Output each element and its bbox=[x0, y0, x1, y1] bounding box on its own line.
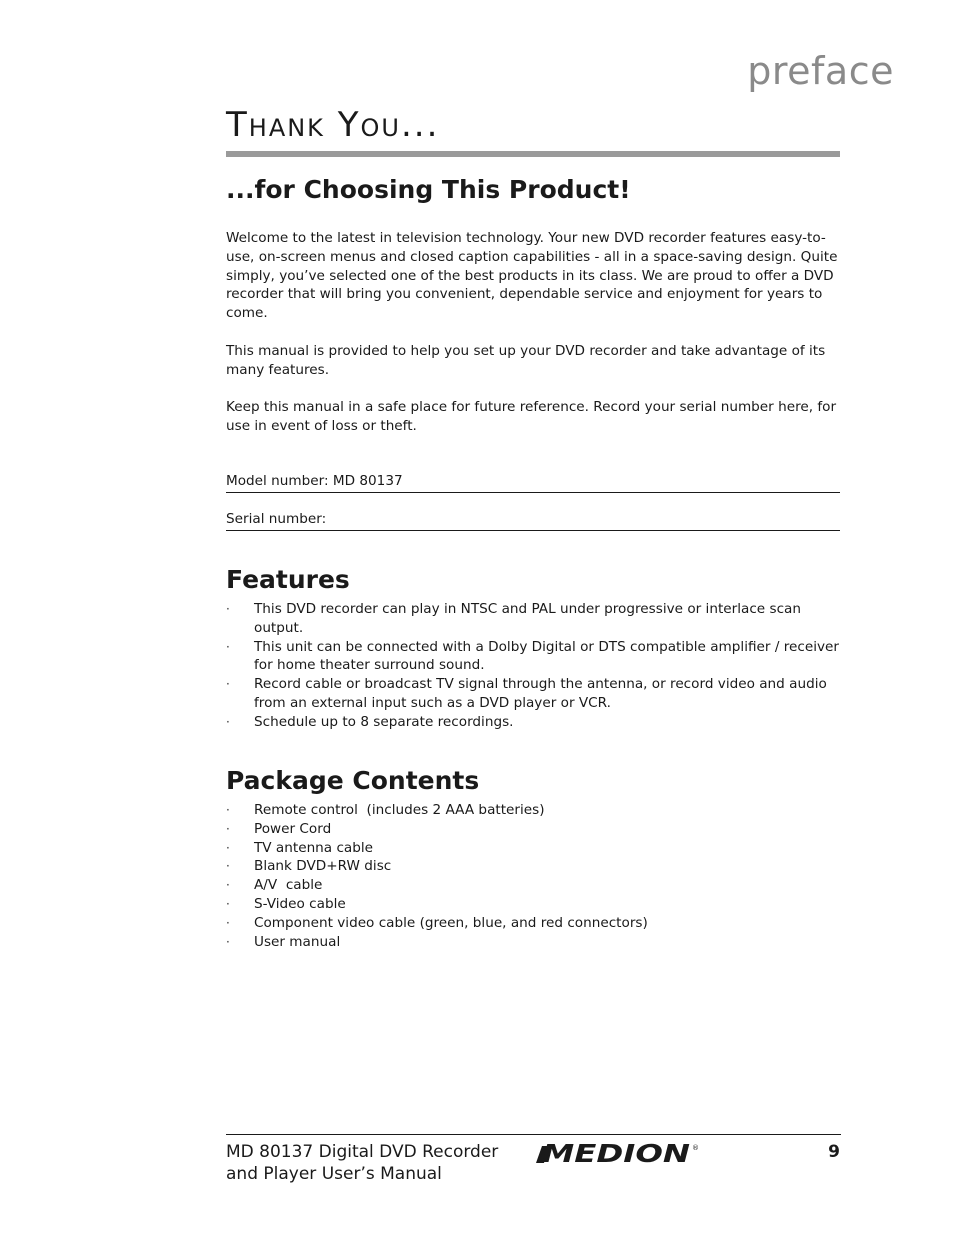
medion-logo-text: MEDION bbox=[542, 1140, 691, 1166]
list-item bbox=[226, 914, 840, 933]
list-item bbox=[226, 933, 840, 952]
package-item-text: S-Video cable bbox=[254, 895, 346, 912]
intro-paragraph-2: This manual is provided to help you set up your DVD recorder and take advantage of its many features. bbox=[226, 343, 826, 378]
footer-line-2: and Player User’s Manual bbox=[226, 1164, 442, 1184]
page-number: 9 bbox=[828, 1142, 840, 1162]
bullet-icon: · bbox=[226, 803, 230, 817]
bullet-icon: · bbox=[226, 915, 230, 930]
feature-text: This DVD recorder can play in NTSC and PAL under progressive or interlace scan output. bbox=[254, 601, 801, 636]
feature-text: Schedule up to 8 separate recordings. bbox=[254, 713, 514, 730]
intro-paragraph-3: Keep this manual in a safe place for future reference. Record your serial number here, for use in event of loss or theft. bbox=[226, 399, 837, 434]
serial-number-field: Serial number: bbox=[226, 510, 840, 531]
list-item bbox=[226, 638, 840, 676]
bullet-icon: · bbox=[226, 896, 230, 911]
package-item-text: Blank DVD+RW disc bbox=[254, 858, 392, 875]
footer-divider bbox=[226, 1134, 841, 1135]
bullet-icon: · bbox=[226, 602, 230, 616]
bullet-icon: · bbox=[226, 859, 230, 874]
bullet-icon: · bbox=[226, 821, 230, 836]
bullet-icon: · bbox=[226, 639, 230, 654]
list-item bbox=[226, 857, 840, 876]
feature-text: Record cable or broadcast TV signal through the antenna, or record video and audio from an external input such as a DVD player or VCR. bbox=[254, 676, 827, 711]
medion-logo bbox=[534, 1140, 704, 1166]
list-item bbox=[226, 801, 840, 820]
package-contents-heading: Package Contents bbox=[226, 766, 480, 795]
package-item-text: TV antenna cable bbox=[254, 839, 374, 856]
bullet-icon: · bbox=[226, 840, 230, 855]
bullet-icon: · bbox=[226, 714, 230, 729]
list-item bbox=[226, 839, 840, 858]
model-number-field: Model number: MD 80137 bbox=[226, 472, 840, 493]
page-title: Thank You... bbox=[226, 105, 440, 145]
bullet-icon: · bbox=[226, 677, 230, 692]
package-item-text: Remote control (includes 2 AAA batteries) bbox=[254, 802, 545, 818]
package-contents-list bbox=[226, 801, 840, 951]
list-item bbox=[226, 895, 840, 914]
registered-mark-icon: ® bbox=[692, 1144, 699, 1152]
features-list bbox=[226, 600, 840, 732]
page-subtitle: ...for Choosing This Product! bbox=[226, 175, 631, 204]
feature-text: This unit can be connected with a Dolby Digital or DTS compatible amplifier / receiver for home theater surround sound. bbox=[254, 638, 839, 674]
footer-manual-title bbox=[226, 1141, 498, 1185]
package-item-text: Power Cord bbox=[254, 820, 332, 837]
features-heading: Features bbox=[226, 565, 350, 594]
package-item-text: Component video cable (green, blue, and red connectors) bbox=[254, 914, 648, 931]
title-divider bbox=[226, 151, 840, 157]
footer-line-1: MD 80137 Digital DVD Recorder bbox=[226, 1142, 499, 1162]
list-item bbox=[226, 820, 840, 839]
list-item bbox=[226, 675, 840, 713]
intro-paragraph-1: Welcome to the latest in television technology. Your new DVD recorder features easy-to-use, on-screen menus and closed caption capabilities - all in a space-saving design. Quite simply, you’ve selected one of the best products in its class. We are proud to offer a DVD recorder that will bring you convenient, dependable service and enjoyment for years to come. bbox=[226, 230, 838, 322]
list-item bbox=[226, 600, 840, 638]
package-item-text: User manual bbox=[254, 933, 341, 950]
list-item bbox=[226, 713, 840, 732]
bullet-icon: · bbox=[226, 878, 230, 893]
list-item bbox=[226, 876, 840, 895]
package-item-text: A/V cable bbox=[254, 877, 323, 894]
section-header: preface bbox=[747, 49, 894, 93]
bullet-icon: · bbox=[226, 934, 230, 949]
